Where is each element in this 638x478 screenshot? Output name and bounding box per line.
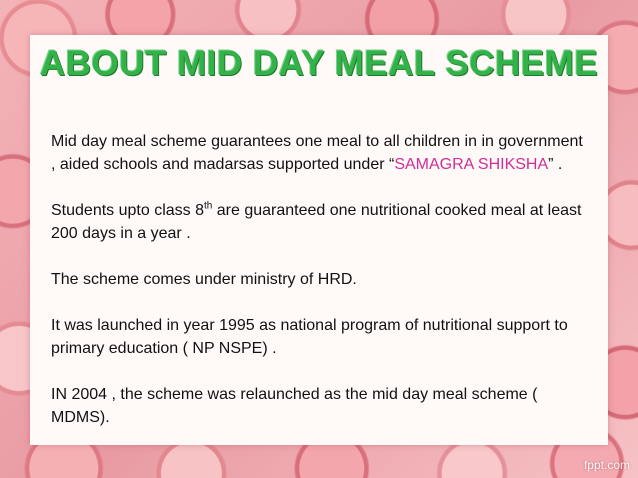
paragraph-2 bbox=[51, 199, 591, 245]
paragraph-1-text: Mid day meal scheme guarantees one meal to all children in in government , aided schools and madarsas supported under “ bbox=[51, 133, 583, 173]
superscript-th: th bbox=[203, 200, 213, 212]
slide-body bbox=[51, 130, 591, 429]
highlight-samagra-shiksha: SAMAGRA SHIKSHA bbox=[394, 156, 549, 173]
paragraph-1-end: ” . bbox=[548, 156, 563, 173]
paragraph-5: IN 2004 , the scheme was relaunched as the mid day meal scheme ( MDMS). bbox=[51, 386, 538, 426]
paragraph-2-end: are guaranteed one nutritional cooked meal at least 200 days in a year . bbox=[51, 202, 582, 242]
watermark: fppt.com bbox=[583, 458, 630, 472]
paragraph-4: It was launched in year 1995 as national program of nutritional support to primary education ( NP NSPE) . bbox=[51, 317, 568, 357]
slide-title: ABOUT MID DAY MEAL SCHEME bbox=[39, 44, 599, 83]
paragraph-2-text: Students upto class 8 bbox=[51, 202, 204, 219]
paragraph-3: The scheme comes under ministry of HRD. bbox=[51, 271, 357, 288]
paragraph-1 bbox=[51, 130, 591, 176]
